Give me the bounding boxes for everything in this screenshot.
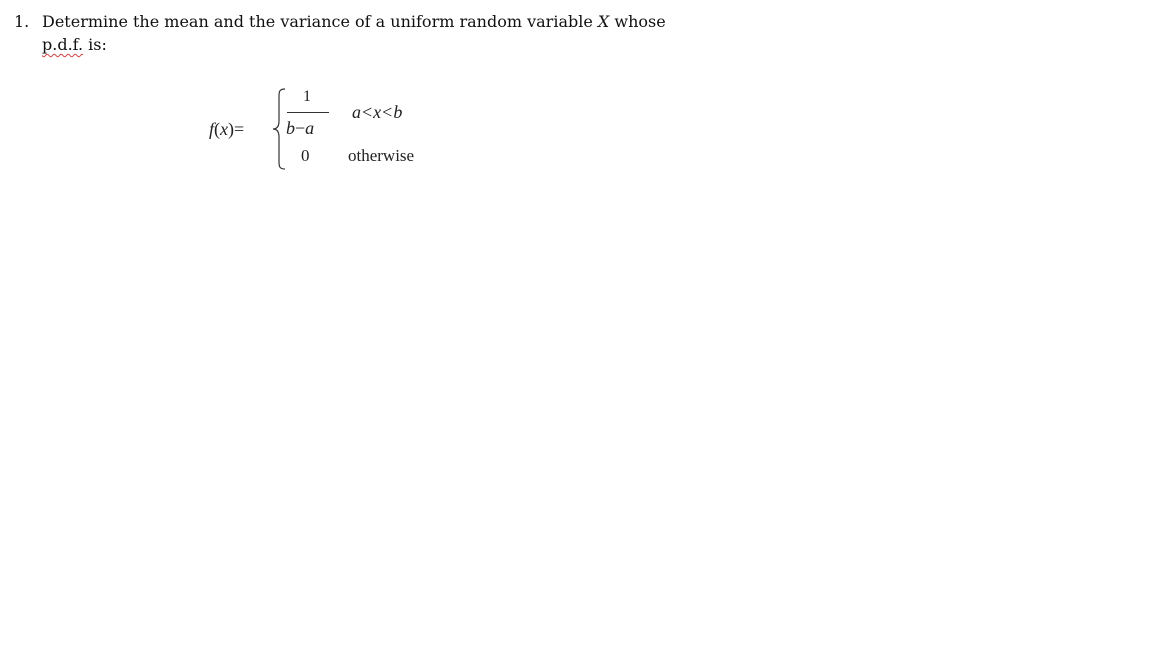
- pdf-abbreviation: p.d.f.: [42, 35, 84, 54]
- case2-condition: otherwise: [348, 146, 415, 165]
- left-brace-icon: [271, 88, 287, 170]
- condition-less-than-2: <: [382, 102, 394, 122]
- left-paren: (: [214, 119, 221, 139]
- question-text-start: Determine the mean and the variance of a uniform random variable: [42, 12, 598, 31]
- question-text-mid: whose: [609, 12, 666, 31]
- condition-a: a: [352, 102, 362, 122]
- fraction-numerator: 1: [303, 88, 311, 105]
- condition-x: x: [373, 102, 383, 122]
- case1-condition: [352, 102, 403, 123]
- equals-sign: =: [234, 119, 245, 139]
- formula-lhs: [209, 119, 244, 140]
- fraction-bar: [287, 112, 329, 113]
- denominator-a: a: [305, 118, 315, 138]
- case2-value: 0: [301, 146, 310, 165]
- question-1: [14, 10, 714, 56]
- question-text: [42, 10, 714, 56]
- random-variable-symbol: X: [597, 12, 610, 31]
- right-paren: ): [228, 119, 235, 139]
- condition-b: b: [393, 102, 404, 122]
- denominator-minus: −: [295, 118, 306, 138]
- function-argument: x: [220, 119, 229, 139]
- question-number: 1.: [14, 12, 30, 31]
- fraction-denominator: [286, 118, 314, 139]
- pdf-formula: [209, 86, 449, 176]
- function-name: f: [209, 119, 215, 139]
- condition-less-than-1: <: [362, 102, 374, 122]
- denominator-b: b: [286, 118, 295, 138]
- question-text-end: is:: [83, 35, 107, 54]
